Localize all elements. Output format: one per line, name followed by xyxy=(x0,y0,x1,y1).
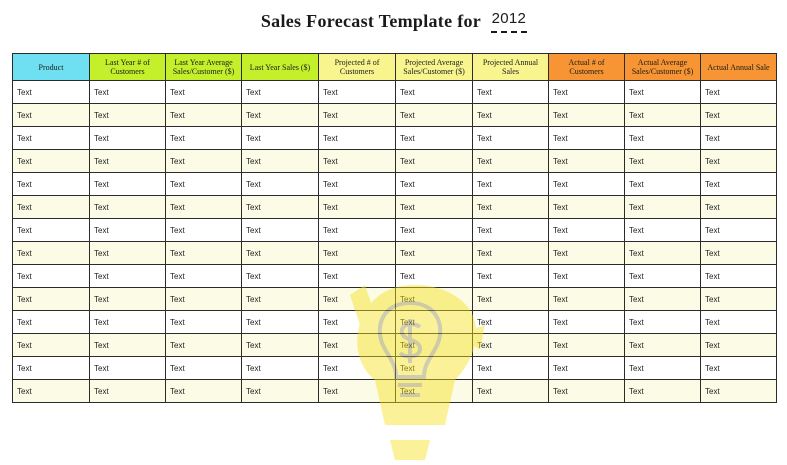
table-cell[interactable]: Text xyxy=(90,265,166,288)
table-cell[interactable]: Text xyxy=(473,380,549,403)
table-cell[interactable]: Text xyxy=(319,288,396,311)
table-cell[interactable]: Text xyxy=(396,81,473,104)
table-cell[interactable]: Text xyxy=(473,242,549,265)
column-header: Projected # of Customers xyxy=(319,54,396,81)
table-cell[interactable]: Text xyxy=(319,196,396,219)
table-cell[interactable]: Text xyxy=(166,311,242,334)
table-cell[interactable]: Text xyxy=(90,104,166,127)
table-cell[interactable]: Text xyxy=(166,265,242,288)
table-cell[interactable]: Text xyxy=(13,196,90,219)
table-cell[interactable]: Text xyxy=(90,242,166,265)
table-cell[interactable]: Text xyxy=(701,265,777,288)
table-cell[interactable]: Text xyxy=(396,380,473,403)
table-cell[interactable]: Text xyxy=(242,288,319,311)
table-row xyxy=(13,357,777,380)
table-cell[interactable]: Text xyxy=(549,127,625,150)
table-cell[interactable]: Text xyxy=(319,334,396,357)
table-cell[interactable]: Text xyxy=(701,127,777,150)
table-cell[interactable]: Text xyxy=(90,380,166,403)
table-cell[interactable]: Text xyxy=(13,104,90,127)
table-cell[interactable]: Text xyxy=(166,357,242,380)
table-cell[interactable]: Text xyxy=(549,81,625,104)
table-cell[interactable]: Text xyxy=(701,311,777,334)
table-cell[interactable]: Text xyxy=(90,357,166,380)
table-cell[interactable]: Text xyxy=(166,380,242,403)
table-cell[interactable]: Text xyxy=(625,242,701,265)
table-cell[interactable]: Text xyxy=(701,150,777,173)
table-cell[interactable]: Text xyxy=(242,311,319,334)
table-cell[interactable]: Text xyxy=(242,357,319,380)
table-cell[interactable]: Text xyxy=(473,265,549,288)
table-cell[interactable]: Text xyxy=(549,265,625,288)
table-cell[interactable]: Text xyxy=(90,196,166,219)
table-cell[interactable]: Text xyxy=(319,357,396,380)
table-cell[interactable]: Text xyxy=(549,334,625,357)
table-cell[interactable]: Text xyxy=(319,311,396,334)
table-cell[interactable]: Text xyxy=(166,127,242,150)
table-cell[interactable]: Text xyxy=(319,219,396,242)
page-title xyxy=(0,10,787,32)
column-header: Last Year Sales ($) xyxy=(242,54,319,81)
table-cell[interactable]: Text xyxy=(396,104,473,127)
table-row xyxy=(13,173,777,196)
table-cell[interactable]: Text xyxy=(319,380,396,403)
table-cell[interactable]: Text xyxy=(625,380,701,403)
table-cell[interactable]: Text xyxy=(625,265,701,288)
table-row xyxy=(13,196,777,219)
table-cell[interactable]: Text xyxy=(396,334,473,357)
table-cell[interactable]: Text xyxy=(473,357,549,380)
table-cell[interactable]: Text xyxy=(701,104,777,127)
table-cell[interactable]: Text xyxy=(13,357,90,380)
table-cell[interactable]: Text xyxy=(701,81,777,104)
column-header: Projected Annual Sales xyxy=(473,54,549,81)
table-cell[interactable]: Text xyxy=(396,150,473,173)
table-cell[interactable]: Text xyxy=(319,173,396,196)
header-row xyxy=(13,54,777,81)
table-cell[interactable]: Text xyxy=(319,127,396,150)
table-cell[interactable]: Text xyxy=(549,288,625,311)
table-cell[interactable]: Text xyxy=(473,104,549,127)
table-row xyxy=(13,104,777,127)
table-cell[interactable]: Text xyxy=(13,81,90,104)
table-cell[interactable]: Text xyxy=(396,196,473,219)
table-cell[interactable]: Text xyxy=(549,311,625,334)
title-text: Sales Forecast Template for xyxy=(260,11,481,31)
table-cell[interactable]: Text xyxy=(13,288,90,311)
table-cell[interactable]: Text xyxy=(625,81,701,104)
table-cell[interactable]: Text xyxy=(625,357,701,380)
table-cell[interactable]: Text xyxy=(701,242,777,265)
table-cell[interactable]: Text xyxy=(396,311,473,334)
table-cell[interactable]: Text xyxy=(549,380,625,403)
table-row xyxy=(13,242,777,265)
table-cell[interactable]: Text xyxy=(396,127,473,150)
table-cell[interactable]: Text xyxy=(90,288,166,311)
table-cell[interactable]: Text xyxy=(166,288,242,311)
table-cell[interactable]: Text xyxy=(549,173,625,196)
table-cell[interactable]: Text xyxy=(242,265,319,288)
table-cell[interactable]: Text xyxy=(625,311,701,334)
table-cell[interactable]: Text xyxy=(625,104,701,127)
table-cell[interactable]: Text xyxy=(473,196,549,219)
column-header: Actual Average Sales/Customer ($) xyxy=(625,54,701,81)
table-body xyxy=(13,81,777,403)
table-cell[interactable]: Text xyxy=(549,150,625,173)
table-cell[interactable]: Text xyxy=(625,334,701,357)
table-cell[interactable]: Text xyxy=(90,173,166,196)
table-cell[interactable]: Text xyxy=(319,104,396,127)
table-cell[interactable]: Text xyxy=(242,334,319,357)
table-cell[interactable]: Text xyxy=(701,357,777,380)
table-cell[interactable]: Text xyxy=(166,242,242,265)
table-row xyxy=(13,127,777,150)
table-cell[interactable]: Text xyxy=(242,380,319,403)
column-header: Last Year # of Customers xyxy=(90,54,166,81)
table-cell[interactable]: Text xyxy=(473,173,549,196)
table-row xyxy=(13,265,777,288)
table-cell[interactable]: Text xyxy=(242,127,319,150)
table-cell[interactable]: Text xyxy=(473,311,549,334)
table-cell[interactable]: Text xyxy=(473,127,549,150)
table-cell[interactable]: Text xyxy=(319,150,396,173)
table-cell[interactable]: Text xyxy=(473,81,549,104)
table-cell[interactable]: Text xyxy=(166,104,242,127)
table-cell[interactable]: Text xyxy=(13,219,90,242)
table-cell[interactable]: Text xyxy=(701,334,777,357)
table-cell[interactable]: Text xyxy=(701,196,777,219)
table-cell[interactable]: Text xyxy=(13,311,90,334)
table-cell[interactable]: Text xyxy=(166,196,242,219)
table-cell[interactable]: Text xyxy=(13,242,90,265)
column-header: Product xyxy=(13,54,90,81)
table-cell[interactable]: Text xyxy=(396,357,473,380)
table-cell[interactable]: Text xyxy=(701,288,777,311)
table-cell[interactable]: Text xyxy=(242,150,319,173)
table-cell[interactable]: Text xyxy=(549,242,625,265)
table-cell[interactable]: Text xyxy=(549,104,625,127)
table-row xyxy=(13,150,777,173)
table-row xyxy=(13,219,777,242)
sales-forecast-table xyxy=(12,53,777,403)
table-cell[interactable]: Text xyxy=(625,288,701,311)
table-cell[interactable]: Text xyxy=(319,265,396,288)
table-cell[interactable]: Text xyxy=(625,196,701,219)
table-cell[interactable]: Text xyxy=(90,219,166,242)
column-header: Actual Annual Sale xyxy=(701,54,777,81)
table-cell[interactable]: Text xyxy=(13,380,90,403)
title-year: 2012 xyxy=(491,10,527,27)
column-header: Projected Average Sales/Customer ($) xyxy=(396,54,473,81)
table-cell[interactable]: Text xyxy=(473,334,549,357)
table-row xyxy=(13,81,777,104)
table-cell[interactable]: Text xyxy=(166,150,242,173)
table-row xyxy=(13,334,777,357)
table-cell[interactable]: Text xyxy=(473,150,549,173)
table-cell[interactable]: Text xyxy=(625,150,701,173)
table-cell[interactable]: Text xyxy=(90,311,166,334)
table-cell[interactable]: Text xyxy=(13,127,90,150)
table-row xyxy=(13,288,777,311)
column-header: Last Year Average Sales/Customer ($) xyxy=(166,54,242,81)
table-cell[interactable]: Text xyxy=(549,219,625,242)
table-cell[interactable]: Text xyxy=(166,81,242,104)
table-cell[interactable]: Text xyxy=(166,219,242,242)
table-cell[interactable]: Text xyxy=(13,265,90,288)
table-row xyxy=(13,380,777,403)
table-cell[interactable]: Text xyxy=(549,196,625,219)
table-cell[interactable]: Text xyxy=(90,127,166,150)
table-cell[interactable]: Text xyxy=(396,219,473,242)
table-cell[interactable]: Text xyxy=(396,242,473,265)
table-cell[interactable]: Text xyxy=(242,219,319,242)
table-cell[interactable]: Text xyxy=(549,357,625,380)
table-cell[interactable]: Text xyxy=(13,150,90,173)
table-cell[interactable]: Text xyxy=(625,127,701,150)
table-cell[interactable]: Text xyxy=(242,196,319,219)
table-cell[interactable]: Text xyxy=(166,334,242,357)
table-cell[interactable]: Text xyxy=(242,104,319,127)
table-cell[interactable]: Text xyxy=(396,288,473,311)
table-cell[interactable]: Text xyxy=(90,334,166,357)
table-cell[interactable]: Text xyxy=(625,219,701,242)
table-cell[interactable]: Text xyxy=(473,288,549,311)
table-cell[interactable]: Text xyxy=(242,81,319,104)
table-cell[interactable]: Text xyxy=(242,242,319,265)
table-cell[interactable]: Text xyxy=(13,334,90,357)
column-header: Actual # of Customers xyxy=(549,54,625,81)
table-cell[interactable]: Text xyxy=(90,150,166,173)
table-cell[interactable]: Text xyxy=(319,242,396,265)
table-cell[interactable]: Text xyxy=(701,380,777,403)
table-cell[interactable]: Text xyxy=(319,81,396,104)
table-row xyxy=(13,311,777,334)
table-cell[interactable]: Text xyxy=(242,173,319,196)
table-cell[interactable]: Text xyxy=(396,173,473,196)
table-cell[interactable]: Text xyxy=(90,81,166,104)
table-cell[interactable]: Text xyxy=(166,173,242,196)
table-cell[interactable]: Text xyxy=(13,173,90,196)
table-cell[interactable]: Text xyxy=(625,173,701,196)
table-cell[interactable]: Text xyxy=(701,219,777,242)
table-cell[interactable]: Text xyxy=(473,219,549,242)
table-cell[interactable]: Text xyxy=(701,173,777,196)
table-cell[interactable]: Text xyxy=(396,265,473,288)
